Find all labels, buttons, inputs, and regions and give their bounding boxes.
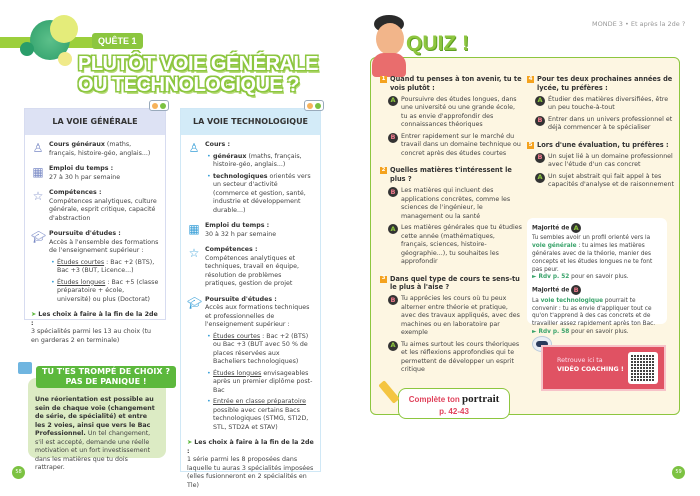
quiz-question: [527, 141, 675, 190]
label: Compétences :: [205, 246, 258, 253]
label: Les choix à faire à la fin de la 2de :: [31, 311, 158, 327]
decor-blob: [20, 42, 34, 56]
bullet-text: orientés vers un secteur d'activité (commerce et gestion, santé, industrie et développement durable...): [213, 172, 311, 214]
text: 1 série parmi les 8 proposées dans laquelle tu auras 3 spécialités imposées (elles fusionneront en 2 spécialités en Tle): [187, 456, 314, 489]
text: Accès aux formations techniques et professionnelles de l'enseignement supérieur :: [205, 304, 310, 328]
decor-blob: [50, 15, 78, 43]
option-text: Tu apprécies les cours où tu peux alterner entre théorie et pratique, avec des travaux appliqués, avec des machines ou en laboratoire par exemple: [401, 295, 520, 337]
label: Compétences :: [49, 189, 102, 196]
majority-label: Majorité de: [532, 287, 570, 294]
graduation-cap-icon: 🎓︎: [31, 230, 47, 244]
panic-title: [36, 366, 176, 388]
answer-badge: A: [388, 96, 398, 106]
title-line: PLUTÔT VOIE GÉNÉRALE: [78, 53, 319, 75]
answer-badge: B: [388, 295, 398, 305]
page-number: 59: [672, 466, 685, 479]
teacher-icon: ♙: [32, 141, 44, 155]
rdv-link[interactable]: ► Rdv p. 58: [532, 328, 570, 335]
option-text: Un sujet lié à un domaine professionnel avec l'étude d'un cas concret: [548, 152, 673, 169]
video-coaching-box[interactable]: [541, 345, 666, 391]
question-number: 3: [381, 275, 386, 282]
bullet-label: Études courtes: [213, 332, 261, 340]
hand-icon: [18, 362, 32, 374]
bullet-label: Études longues: [57, 278, 106, 286]
graduation-cap-icon: 🎓︎: [187, 295, 203, 310]
bullet-text: envisageables après un premier diplôme post-Bac: [213, 369, 313, 394]
quiz-option[interactable]: [388, 133, 522, 159]
text: Compétences analytiques et techniques, travail en équipe, résolution de problèmes pratiques, gestion de projet: [205, 254, 300, 287]
page-number: 58: [12, 466, 25, 479]
bullet-label: Études longues: [213, 369, 262, 377]
question-text: Pour tes deux prochaines années de lycée, tu préfères :: [537, 75, 673, 92]
text: Compétences analytiques, culture générale, esprit critique, capacité d'abstraction: [49, 197, 157, 222]
label: Cours généraux: [49, 141, 105, 148]
quiz-option[interactable]: [388, 187, 522, 221]
card-title: LA VOIE GÉNÉRALE: [25, 109, 165, 135]
quiz-option[interactable]: [535, 116, 675, 133]
answer-badge: B: [571, 285, 581, 295]
question-text: Lors d'une évaluation, tu préfères :: [537, 140, 669, 149]
bullet-label: Entrée en classe préparatoire: [213, 398, 307, 405]
page-title: [78, 54, 318, 96]
question-number: 2: [381, 167, 386, 174]
text: (maths, français, histoire-géo, anglais...): [49, 141, 151, 157]
portrait-word: portrait: [462, 393, 500, 405]
question-number: 5: [528, 141, 533, 148]
option-text: Les matières qui incluent des applications concrètes, comme les sciences de l'ingénieur, le management ou la santé: [401, 187, 511, 220]
question-number: 4: [528, 75, 533, 82]
text: La: [532, 297, 541, 304]
option-text: Les matières générales que tu étudies cette année (mathématiques, français, sciences, histoire-géographie...), tu souhaites les approfondir: [401, 224, 522, 266]
status-toggle: [149, 100, 169, 111]
text: 30 à 32 h par semaine: [205, 230, 277, 238]
label: Poursuite d'études :: [205, 295, 277, 303]
quiz-option[interactable]: [388, 96, 522, 130]
label: Poursuite d'études :: [49, 230, 121, 237]
highlight: voie générale: [532, 243, 577, 250]
star-icon: ☆: [188, 246, 200, 260]
video-text: Retrouve ici ta: [557, 357, 603, 364]
option-text: Étudier des matières diversifiées, être un peu touche-à-tout: [548, 95, 669, 112]
teacher-icon: ♙: [188, 141, 200, 155]
answer-badge: A: [535, 96, 545, 106]
quiz-option[interactable]: [388, 295, 522, 338]
video-title: VIDÉO COACHING !: [557, 365, 624, 373]
bullet-label: technologiques: [213, 172, 268, 180]
arrow-icon: ➤: [31, 311, 39, 318]
text: : tu aimes les matières générales avec de la théorie, manier des concepts et les études longues ne te font pas peur.: [532, 243, 653, 273]
quest-label: QUÊTE 1: [92, 33, 143, 49]
bullet-label: généraux: [213, 152, 247, 160]
label: Emploi du temps :: [205, 222, 270, 229]
option-text: Un sujet abstrait qui fait appel à tes capacités d'analyse et de raisonnement: [548, 172, 674, 189]
quiz-question: [380, 275, 522, 375]
card-voie-technologique: [180, 108, 321, 489]
quiz-column-1: [380, 75, 522, 383]
quiz-question: [380, 166, 522, 266]
label: Emploi du temps :: [49, 165, 114, 172]
bullet-text: possible avec certains Bacs technologiques (STMG, STI2D, STL, STD2A et STAV): [213, 406, 309, 431]
bullet-text: : Bac +5 (classe préparatoire + école, université) ou plus (Doctorat): [57, 278, 159, 303]
title-line: OU TECHNOLOGIQUE ?: [78, 74, 299, 96]
quiz-title: QUIZ !: [406, 32, 469, 55]
answer-badge: B: [388, 187, 398, 197]
text: 3 spécialités parmi les 13 au choix (tu en garderas 2 en terminale): [31, 328, 152, 344]
arrow-icon: ➤: [187, 439, 195, 446]
quiz-question: [380, 75, 522, 158]
answer-badge: B: [388, 133, 398, 143]
quiz-option[interactable]: [535, 96, 675, 113]
results-box: [527, 218, 667, 335]
option-text: Tu aimes surtout les cours théoriques et les réflexions approfondies qui te permettent de développer un esprit critique: [401, 340, 520, 374]
question-text: Dans quel type de cours te sens-tu le plus à l'aise ?: [390, 274, 520, 292]
star-icon: ☆: [32, 189, 44, 203]
calendar-icon: ▦: [32, 165, 44, 179]
character-illustration: [370, 15, 410, 75]
majority-label: Majorité de: [532, 225, 570, 232]
answer-badge: B: [535, 153, 545, 163]
panic-bold-text: Une réorientation est possible au sein de chaque voie (changement de série, de spécialité) et entre les 2 voies, ainsi que vers le Bac Professionnel.: [35, 396, 155, 437]
answer-badge: B: [535, 116, 545, 126]
card-voie-generale: [24, 108, 166, 344]
answer-badge: A: [571, 223, 581, 233]
quiz-question: [527, 75, 675, 133]
text: Accès à l'ensemble des formations de l'enseignement supérieur :: [49, 238, 159, 254]
rdv-link[interactable]: ► Rdv p. 52: [532, 274, 570, 281]
portrait-callout[interactable]: [398, 388, 510, 419]
option-text: Entrer rapidement sur le marché du travail dans un domaine technique ou concret après des études courtes: [401, 132, 521, 157]
bullet-text: : Bac +2 (BTS), Bac +3 (BUT, Licence...): [57, 258, 155, 274]
text: Tu sembles avoir un profil orienté vers la: [532, 235, 651, 242]
question-number: 1: [381, 75, 386, 82]
status-toggle: [304, 100, 324, 111]
question-text: Quelles matières t'intéressent le plus ?: [390, 166, 512, 184]
decor-blob: [58, 52, 72, 66]
bullet-label: Études courtes: [57, 258, 105, 266]
qr-code[interactable]: [628, 352, 658, 384]
bullet-text: (maths, français, histoire-géo, anglais...): [213, 152, 302, 168]
panic-text: Un tel changement, s'il est accepté, demande une réelle motivation et un fort investissement dans les matières que tu dois rattraper.: [35, 430, 151, 471]
text: pour en savoir plus.: [569, 328, 629, 335]
quiz-column-2: [527, 75, 675, 198]
panic-title-line: TU T'ES TROMPÉ DE CHOIX ?: [42, 367, 170, 376]
panic-title-line: PAS DE PANIQUE !: [65, 377, 147, 386]
question-text: Quand tu penses à ton avenir, tu te vois plutôt :: [390, 75, 522, 92]
option-text: Entrer dans un univers professionnel et déjà commencer à te spécialiser: [548, 115, 673, 132]
answer-badge: A: [388, 341, 398, 351]
quiz-option[interactable]: [535, 153, 675, 170]
highlight: voie technologique: [540, 297, 604, 304]
text: 27 à 30 h par semaine: [49, 173, 121, 181]
panic-box: [28, 378, 166, 471]
portrait-pages: p. 42-43: [439, 406, 469, 416]
label: Les choix à faire à la fin de la 2de :: [187, 439, 314, 455]
card-title: LA VOIE TECHNOLOGIQUE: [181, 109, 320, 135]
answer-badge: A: [535, 173, 545, 183]
calendar-icon: ▦: [188, 222, 200, 236]
answer-badge: A: [388, 224, 398, 234]
text: pour en savoir plus.: [569, 274, 629, 281]
bullet-text: : Bac +2 (BTS) ou Bac +3 (BUT avec 50 % de places réservées aux Bacheliers technologiques): [213, 332, 309, 365]
label: Cours :: [205, 141, 230, 148]
running-header: MONDE 3 • Et après la 2de ?: [592, 20, 686, 28]
quiz-option[interactable]: [388, 341, 522, 375]
text: pourrait te convenir : tu as envie d'appliquer tout ce qu'on t'apprend à des cas concrets et de travailler assez rapidement après ton Bac.: [532, 297, 656, 328]
option-text: Poursuivre des études longues, dans une université ou une grande école, tu as envie d'approfondir des connaissances théoriques: [401, 95, 517, 129]
portrait-text: Complète ton: [408, 395, 463, 404]
quiz-option[interactable]: [535, 173, 675, 190]
quiz-option[interactable]: [388, 224, 522, 267]
